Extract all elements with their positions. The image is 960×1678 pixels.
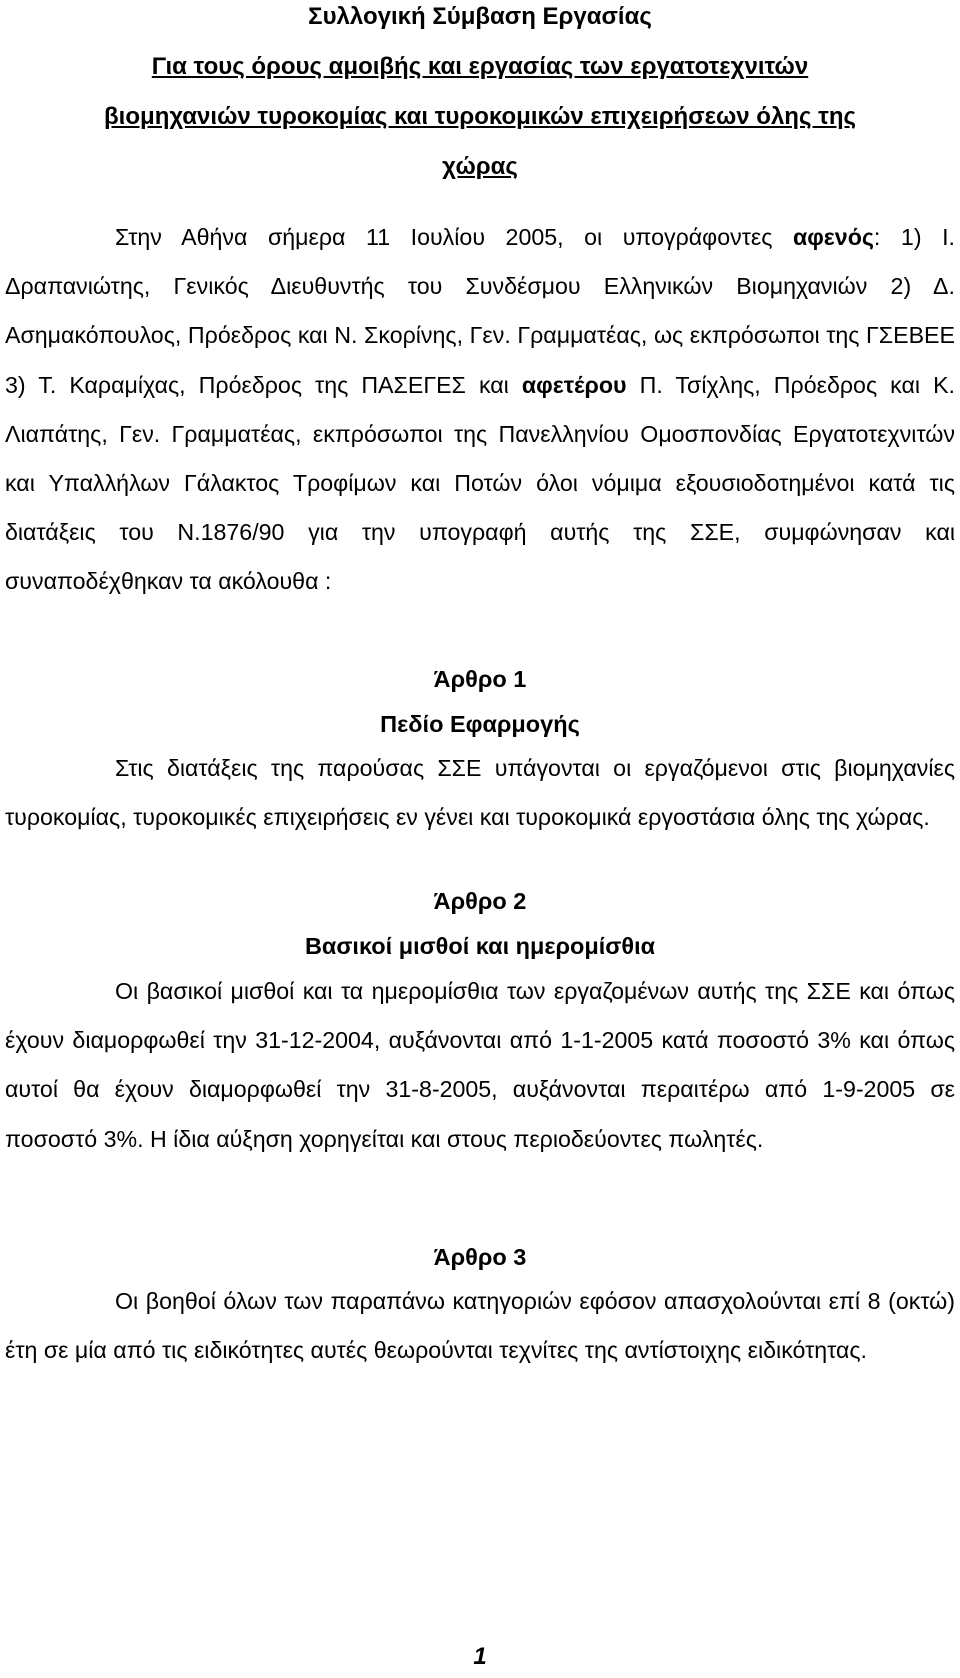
document-subtitle-line-3: χώρας xyxy=(442,153,518,180)
intro-text-1: Στην Αθήνα σήμερα 11 Ιουλίου 2005, οι υπογράφοντες xyxy=(115,224,793,250)
article-2-subheading: Βασικοί μισθοί και ημερομίσθια xyxy=(304,933,656,959)
article-2-heading: Άρθρο 2 xyxy=(433,888,527,914)
document-subtitle-line-1: Για τους όρους αμοιβής και εργασίας των εργατοτεχνιτών xyxy=(151,53,809,80)
page-number: 1 xyxy=(473,1643,487,1670)
intro-bold-2: αφετέρου xyxy=(521,371,627,398)
document-header xyxy=(0,0,960,192)
article-1-text: Στις διατάξεις της παρούσας ΣΣΕ υπάγονται οι εργαζόμενοι στις βιομηχανίες τυροκομίας, τυροκομικές επιχειρήσεις εν γένει και τυροκομικά εργοστάσια όλης της χώρας. xyxy=(5,755,955,831)
article-2-text: Οι βασικοί μισθοί και τα ημερομίσθια των εργαζομένων αυτής της ΣΣΕ και όπως έχουν διαμορφωθεί την 31-12-2004, αυξάνονται από 1-1-2005 κατά ποσοστό 3% και όπως αυτοί θα έχουν διαμορφωθεί την 31-8-2005, αυξάνονται περαιτέρω από 1-9-2005 σε ποσοστό 3%. Η ίδια αύξηση χορηγείται και στους περιοδεύοντες πωλητές. xyxy=(5,978,955,1152)
article-1-subheading: Πεδίο Εφαρμογής xyxy=(380,711,580,737)
intro-text-3: Π. Τσίχλης, Πρόεδρος και Κ. Λιαπάτης, Γεν. Γραμματέας, εκπρόσωποι της Πανελληνίου Ομοσπονδίας Εργατοτεχνιτών και Υπαλλήλων Γάλακτος Τροφίμων και Ποτών όλοι νόμιμα εξουσιοδοτημένοι κατά τις διατάξεις του Ν.1876/90 για την υπογραφή αυτής της ΣΣΕ, συμφώνησαν και συναποδέχθηκαν τα ακόλουθα : xyxy=(5,371,955,595)
intro-paragraph xyxy=(5,213,955,607)
article-3-heading: Άρθρο 3 xyxy=(433,1244,527,1270)
intro-text-2: : 1) Ι. Δραπανιώτης, Γενικός Διευθυντής του Συνδέσμου Ελληνικών Βιομηχανιών 2) Δ. Ασημακόπουλος, Πρόεδρος και Ν. Σκορίνης, Γεν. Γραμματέας, ως εκπρόσωποι της ΓΣΕΒΕΕ 3) Τ. Καραμίχας, Πρόεδρος της ΠΑΣΕΓΕΣ και xyxy=(5,224,955,398)
article-3-text: Οι βοηθοί όλων των παραπάνω κατηγοριών εφόσον απασχολoύνται επί 8 (οκτώ) έτη σε μία από τις ειδικότητες αυτές θεωρούνται τεχνίτες της αντίστοιχης ειδικότητας. xyxy=(5,1288,955,1364)
document-title: Συλλογική Σύμβαση Εργασίας xyxy=(308,3,652,30)
intro-bold-1: αφενός xyxy=(792,224,874,250)
article-1-heading: Άρθρο 1 xyxy=(433,666,527,692)
document-subtitle-line-2: βιομηχανιών τυροκομίας και τυροκομικών επιχειρήσεων όλης της xyxy=(104,103,856,130)
